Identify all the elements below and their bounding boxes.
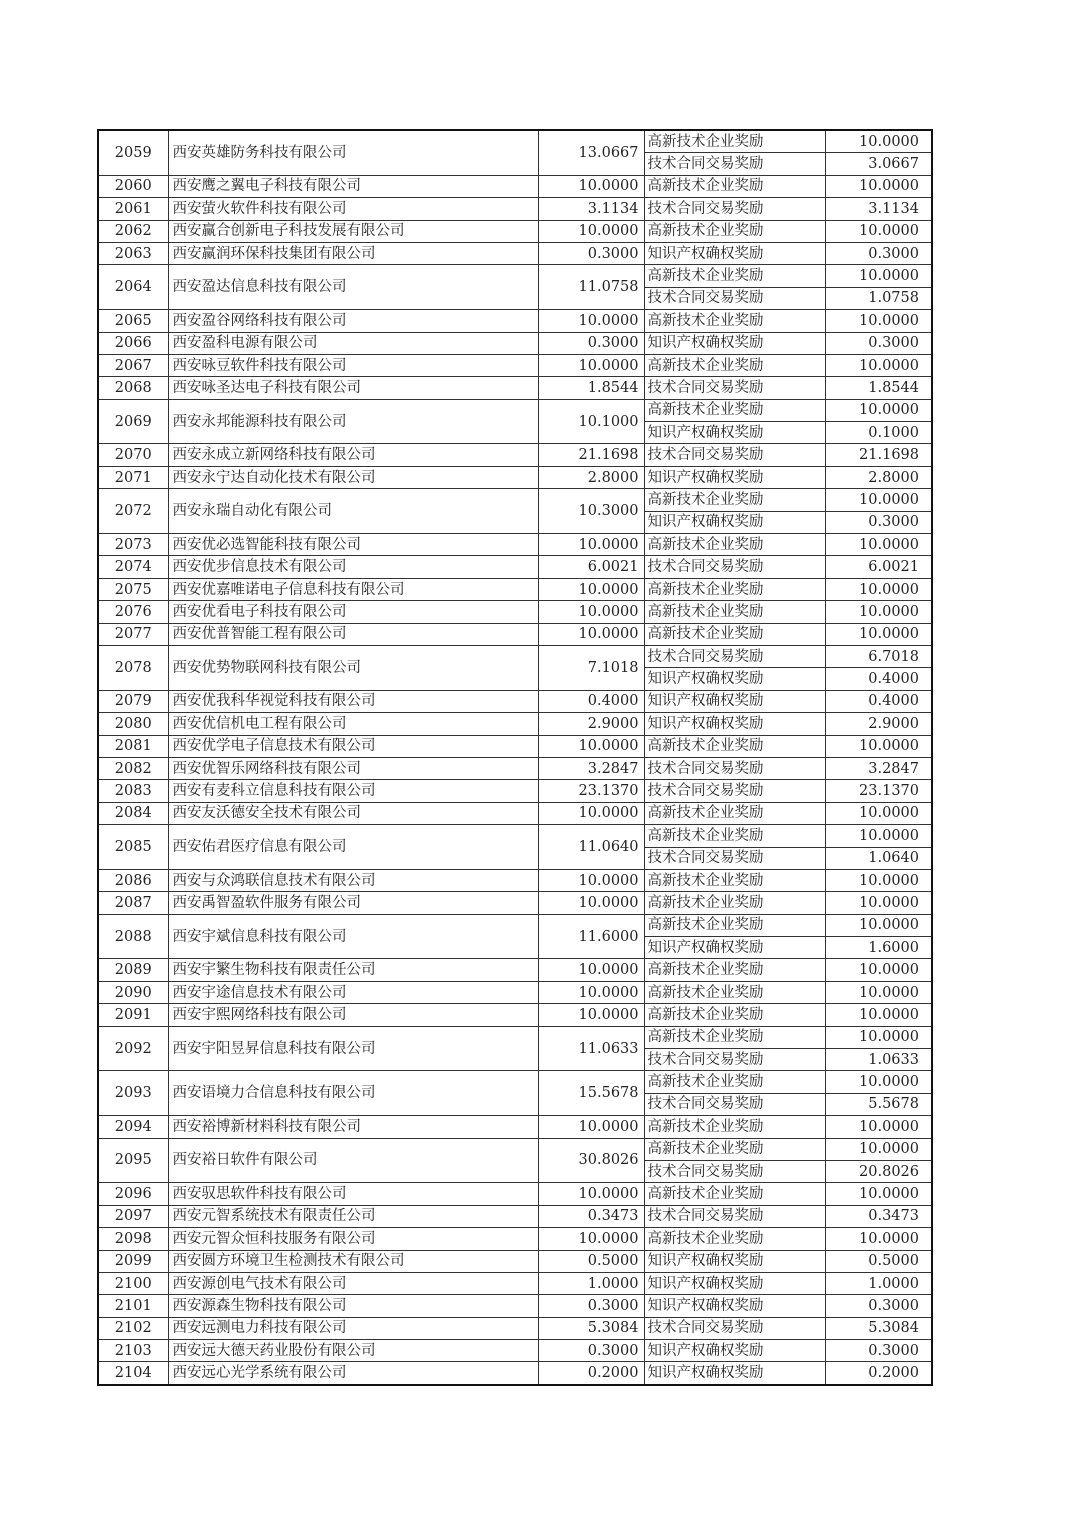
award-category: 高新技术企业奖励 <box>644 578 825 600</box>
table-row <box>98 802 932 824</box>
total-amount: 15.5678 <box>538 1071 644 1116</box>
award-category: 知识产权确权奖励 <box>644 1250 825 1272</box>
table-row <box>98 354 932 376</box>
total-amount: 3.2847 <box>538 757 644 779</box>
award-amount: 10.0000 <box>825 1026 932 1048</box>
company-name: 西安有麦科立信息科技有限公司 <box>168 780 538 802</box>
row-number: 2067 <box>98 354 168 376</box>
award-category: 高新技术企业奖励 <box>644 220 825 242</box>
company-name: 西安元智系统技术有限责任公司 <box>168 1205 538 1227</box>
award-amount: 0.3000 <box>825 1340 932 1362</box>
award-amount: 10.0000 <box>825 310 932 332</box>
award-category: 技术合同交易奖励 <box>644 1160 825 1182</box>
award-category: 高新技术企业奖励 <box>644 399 825 421</box>
total-amount: 10.0000 <box>538 578 644 600</box>
total-amount: 10.0000 <box>538 220 644 242</box>
award-category: 高新技术企业奖励 <box>644 802 825 824</box>
total-amount: 21.1698 <box>538 444 644 466</box>
table-row <box>98 265 932 287</box>
table-row <box>98 1116 932 1138</box>
award-category: 技术合同交易奖励 <box>644 645 825 667</box>
table-row <box>98 780 932 802</box>
award-category: 技术合同交易奖励 <box>644 1093 825 1115</box>
total-amount: 10.0000 <box>538 802 644 824</box>
company-name: 西安永宁达自动化技术有限公司 <box>168 466 538 488</box>
award-amount: 10.0000 <box>825 802 932 824</box>
table-row <box>98 1026 932 1048</box>
award-category: 高新技术企业奖励 <box>644 354 825 376</box>
award-amount: 10.0000 <box>825 1116 932 1138</box>
row-number: 2066 <box>98 332 168 354</box>
award-category: 高新技术企业奖励 <box>644 825 825 847</box>
award-amount: 1.0633 <box>825 1049 932 1071</box>
company-name: 西安咏圣达电子科技有限公司 <box>168 377 538 399</box>
award-amount: 1.6000 <box>825 937 932 959</box>
company-name: 西安优普智能工程有限公司 <box>168 623 538 645</box>
table-row <box>98 1071 932 1093</box>
award-category: 知识产权确权奖励 <box>644 1272 825 1294</box>
total-amount: 0.4000 <box>538 690 644 712</box>
row-number: 2060 <box>98 175 168 197</box>
award-category: 高新技术企业奖励 <box>644 310 825 332</box>
total-amount: 11.0640 <box>538 825 644 870</box>
total-amount: 0.5000 <box>538 1250 644 1272</box>
table-row <box>98 1138 932 1160</box>
award-amount: 0.3473 <box>825 1205 932 1227</box>
total-amount: 10.0000 <box>538 1228 644 1250</box>
table-row <box>98 399 932 421</box>
total-amount: 10.3000 <box>538 489 644 534</box>
company-name: 西安优势物联网科技有限公司 <box>168 645 538 690</box>
award-amount: 1.0758 <box>825 287 932 309</box>
award-table-body <box>98 130 932 1385</box>
table-row <box>98 1317 932 1339</box>
award-category: 高新技术企业奖励 <box>644 130 825 153</box>
award-amount: 10.0000 <box>825 1071 932 1093</box>
award-category: 高新技术企业奖励 <box>644 735 825 757</box>
total-amount: 0.3000 <box>538 1340 644 1362</box>
award-amount: 10.0000 <box>825 1138 932 1160</box>
total-amount: 10.0000 <box>538 534 644 556</box>
award-category: 高新技术企业奖励 <box>644 534 825 556</box>
total-amount: 0.2000 <box>538 1362 644 1385</box>
table-row <box>98 1205 932 1227</box>
award-category: 高新技术企业奖励 <box>644 914 825 936</box>
award-table <box>97 129 933 1386</box>
award-amount: 10.0000 <box>825 265 932 287</box>
row-number: 2091 <box>98 1004 168 1026</box>
award-category: 知识产权确权奖励 <box>644 1295 825 1317</box>
table-row <box>98 242 932 264</box>
total-amount: 13.0667 <box>538 130 644 175</box>
company-name: 西安禹智盈软件服务有限公司 <box>168 892 538 914</box>
total-amount: 23.1370 <box>538 780 644 802</box>
row-number: 2076 <box>98 601 168 623</box>
table-row <box>98 645 932 667</box>
company-name: 西安源森生物科技有限公司 <box>168 1295 538 1317</box>
table-row <box>98 1004 932 1026</box>
award-category: 高新技术企业奖励 <box>644 601 825 623</box>
table-row <box>98 1362 932 1385</box>
row-number: 2098 <box>98 1228 168 1250</box>
row-number: 2103 <box>98 1340 168 1362</box>
award-category: 高新技术企业奖励 <box>644 489 825 511</box>
row-number: 2101 <box>98 1295 168 1317</box>
total-amount: 10.0000 <box>538 175 644 197</box>
table-row <box>98 332 932 354</box>
award-amount: 10.0000 <box>825 735 932 757</box>
row-number: 2092 <box>98 1026 168 1071</box>
total-amount: 0.3000 <box>538 242 644 264</box>
award-category: 高新技术企业奖励 <box>644 892 825 914</box>
award-amount: 10.0000 <box>825 130 932 153</box>
row-number: 2078 <box>98 645 168 690</box>
table-row <box>98 825 932 847</box>
row-number: 2069 <box>98 399 168 444</box>
company-name: 西安盈谷网络科技有限公司 <box>168 310 538 332</box>
total-amount: 10.0000 <box>538 623 644 645</box>
total-amount: 11.6000 <box>538 914 644 959</box>
award-amount: 10.0000 <box>825 981 932 1003</box>
table-row <box>98 220 932 242</box>
award-category: 高新技术企业奖励 <box>644 1026 825 1048</box>
award-amount: 3.2847 <box>825 757 932 779</box>
row-number: 2064 <box>98 265 168 310</box>
table-row <box>98 578 932 600</box>
award-amount: 10.0000 <box>825 354 932 376</box>
award-amount: 10.0000 <box>825 1004 932 1026</box>
table-row <box>98 444 932 466</box>
total-amount: 2.9000 <box>538 713 644 735</box>
award-amount: 0.3000 <box>825 1295 932 1317</box>
award-amount: 2.9000 <box>825 713 932 735</box>
award-category: 高新技术企业奖励 <box>644 959 825 981</box>
award-amount: 10.0000 <box>825 892 932 914</box>
total-amount: 0.3000 <box>538 1295 644 1317</box>
total-amount: 10.0000 <box>538 1004 644 1026</box>
award-category: 高新技术企业奖励 <box>644 1228 825 1250</box>
total-amount: 7.1018 <box>538 645 644 690</box>
row-number: 2090 <box>98 981 168 1003</box>
table-row <box>98 892 932 914</box>
row-number: 2097 <box>98 1205 168 1227</box>
company-name: 西安赢合创新电子科技发展有限公司 <box>168 220 538 242</box>
company-name: 西安优信机电工程有限公司 <box>168 713 538 735</box>
award-category: 知识产权确权奖励 <box>644 511 825 533</box>
table-row <box>98 869 932 891</box>
award-category: 知识产权确权奖励 <box>644 332 825 354</box>
company-name: 西安友沃德安全技术有限公司 <box>168 802 538 824</box>
award-category: 知识产权确权奖励 <box>644 1362 825 1385</box>
table-row <box>98 130 932 153</box>
company-name: 西安远大德天药业股份有限公司 <box>168 1340 538 1362</box>
row-number: 2072 <box>98 489 168 534</box>
row-number: 2061 <box>98 198 168 220</box>
company-name: 西安永成立新网络科技有限公司 <box>168 444 538 466</box>
award-amount: 10.0000 <box>825 220 932 242</box>
company-name: 西安优嘉唯诺电子信息科技有限公司 <box>168 578 538 600</box>
award-amount: 0.4000 <box>825 690 932 712</box>
row-number: 2095 <box>98 1138 168 1183</box>
award-category: 技术合同交易奖励 <box>644 556 825 578</box>
table-row <box>98 959 932 981</box>
table-row <box>98 1295 932 1317</box>
company-name: 西安永邦能源科技有限公司 <box>168 399 538 444</box>
award-category: 知识产权确权奖励 <box>644 713 825 735</box>
total-amount: 1.0000 <box>538 1272 644 1294</box>
award-amount: 0.5000 <box>825 1250 932 1272</box>
row-number: 2081 <box>98 735 168 757</box>
award-amount: 1.0640 <box>825 847 932 869</box>
award-category: 知识产权确权奖励 <box>644 466 825 488</box>
award-amount: 10.0000 <box>825 914 932 936</box>
company-name: 西安优步信息技术有限公司 <box>168 556 538 578</box>
table-row <box>98 623 932 645</box>
award-category: 技术合同交易奖励 <box>644 780 825 802</box>
award-amount: 5.5678 <box>825 1093 932 1115</box>
award-amount: 10.0000 <box>825 578 932 600</box>
award-amount: 10.0000 <box>825 534 932 556</box>
row-number: 2071 <box>98 466 168 488</box>
award-amount: 10.0000 <box>825 959 932 981</box>
award-amount: 1.0000 <box>825 1272 932 1294</box>
award-amount: 20.8026 <box>825 1160 932 1182</box>
company-name: 西安元智众恒科技服务有限公司 <box>168 1228 538 1250</box>
table-row <box>98 198 932 220</box>
award-category: 技术合同交易奖励 <box>644 1317 825 1339</box>
award-amount: 10.0000 <box>825 175 932 197</box>
company-name: 西安裕博新材料科技有限公司 <box>168 1116 538 1138</box>
award-category: 知识产权确权奖励 <box>644 242 825 264</box>
row-number: 2070 <box>98 444 168 466</box>
row-number: 2074 <box>98 556 168 578</box>
table-row <box>98 310 932 332</box>
table-row <box>98 690 932 712</box>
table-row <box>98 175 932 197</box>
award-category: 技术合同交易奖励 <box>644 377 825 399</box>
row-number: 2102 <box>98 1317 168 1339</box>
award-category: 高新技术企业奖励 <box>644 1116 825 1138</box>
row-number: 2059 <box>98 130 168 175</box>
award-amount: 3.0667 <box>825 153 932 175</box>
table-row <box>98 1340 932 1362</box>
company-name: 西安萤火软件科技有限公司 <box>168 198 538 220</box>
row-number: 2099 <box>98 1250 168 1272</box>
total-amount: 10.0000 <box>538 601 644 623</box>
company-name: 西安英雄防务科技有限公司 <box>168 130 538 175</box>
row-number: 2104 <box>98 1362 168 1385</box>
row-number: 2087 <box>98 892 168 914</box>
company-name: 西安赢润环保科技集团有限公司 <box>168 242 538 264</box>
company-name: 西安优看电子科技有限公司 <box>168 601 538 623</box>
award-category: 高新技术企业奖励 <box>644 175 825 197</box>
row-number: 2100 <box>98 1272 168 1294</box>
award-category: 技术合同交易奖励 <box>644 198 825 220</box>
award-amount: 0.1000 <box>825 422 932 444</box>
table-row <box>98 1228 932 1250</box>
award-category: 知识产权确权奖励 <box>644 690 825 712</box>
award-amount: 0.3000 <box>825 332 932 354</box>
row-number: 2073 <box>98 534 168 556</box>
award-amount: 10.0000 <box>825 869 932 891</box>
row-number: 2062 <box>98 220 168 242</box>
total-amount: 5.3084 <box>538 1317 644 1339</box>
award-amount: 21.1698 <box>825 444 932 466</box>
table-row <box>98 466 932 488</box>
row-number: 2077 <box>98 623 168 645</box>
total-amount: 1.8544 <box>538 377 644 399</box>
award-amount: 0.2000 <box>825 1362 932 1385</box>
award-category: 高新技术企业奖励 <box>644 265 825 287</box>
total-amount: 10.0000 <box>538 892 644 914</box>
table-row <box>98 556 932 578</box>
company-name: 西安鹰之翼电子科技有限公司 <box>168 175 538 197</box>
company-name: 西安盈科电源有限公司 <box>168 332 538 354</box>
company-name: 西安盈达信息科技有限公司 <box>168 265 538 310</box>
award-amount: 1.8544 <box>825 377 932 399</box>
award-category: 技术合同交易奖励 <box>644 1049 825 1071</box>
table-row <box>98 735 932 757</box>
row-number: 2085 <box>98 825 168 870</box>
award-amount: 2.8000 <box>825 466 932 488</box>
company-name: 西安优我科华视觉科技有限公司 <box>168 690 538 712</box>
table-row <box>98 713 932 735</box>
award-amount: 10.0000 <box>825 399 932 421</box>
total-amount: 2.8000 <box>538 466 644 488</box>
award-category: 知识产权确权奖励 <box>644 668 825 690</box>
total-amount: 10.0000 <box>538 1183 644 1205</box>
company-name: 西安永瑞自动化有限公司 <box>168 489 538 534</box>
total-amount: 10.0000 <box>538 354 644 376</box>
award-amount: 6.7018 <box>825 645 932 667</box>
total-amount: 10.1000 <box>538 399 644 444</box>
row-number: 2063 <box>98 242 168 264</box>
table-row <box>98 1272 932 1294</box>
company-name: 西安驭思软件科技有限公司 <box>168 1183 538 1205</box>
award-category: 高新技术企业奖励 <box>644 981 825 1003</box>
row-number: 2084 <box>98 802 168 824</box>
row-number: 2096 <box>98 1183 168 1205</box>
company-name: 西安咏豆软件科技有限公司 <box>168 354 538 376</box>
award-amount: 10.0000 <box>825 1228 932 1250</box>
row-number: 2089 <box>98 959 168 981</box>
award-amount: 10.0000 <box>825 601 932 623</box>
row-number: 2075 <box>98 578 168 600</box>
company-name: 西安优智乐网络科技有限公司 <box>168 757 538 779</box>
table-row <box>98 981 932 1003</box>
award-amount: 23.1370 <box>825 780 932 802</box>
company-name: 西安远测电力科技有限公司 <box>168 1317 538 1339</box>
company-name: 西安佑君医疗信息有限公司 <box>168 825 538 870</box>
total-amount: 10.0000 <box>538 735 644 757</box>
award-amount: 5.3084 <box>825 1317 932 1339</box>
total-amount: 11.0758 <box>538 265 644 310</box>
row-number: 2086 <box>98 869 168 891</box>
award-amount: 0.4000 <box>825 668 932 690</box>
table-row <box>98 1183 932 1205</box>
company-name: 西安优必选智能科技有限公司 <box>168 534 538 556</box>
award-category: 技术合同交易奖励 <box>644 287 825 309</box>
company-name: 西安源创电气技术有限公司 <box>168 1272 538 1294</box>
company-name: 西安语境力合信息科技有限公司 <box>168 1071 538 1116</box>
total-amount: 10.0000 <box>538 1116 644 1138</box>
award-category: 高新技术企业奖励 <box>644 623 825 645</box>
table-row <box>98 757 932 779</box>
award-amount: 6.0021 <box>825 556 932 578</box>
row-number: 2079 <box>98 690 168 712</box>
award-category: 知识产权确权奖励 <box>644 422 825 444</box>
row-number: 2068 <box>98 377 168 399</box>
company-name: 西安宇繁生物科技有限责任公司 <box>168 959 538 981</box>
award-category: 高新技术企业奖励 <box>644 1183 825 1205</box>
row-number: 2082 <box>98 757 168 779</box>
table-row <box>98 914 932 936</box>
total-amount: 6.0021 <box>538 556 644 578</box>
company-name: 西安宇阳昱昇信息科技有限公司 <box>168 1026 538 1071</box>
total-amount: 11.0633 <box>538 1026 644 1071</box>
company-name: 西安远心光学系统有限公司 <box>168 1362 538 1385</box>
total-amount: 10.0000 <box>538 310 644 332</box>
row-number: 2094 <box>98 1116 168 1138</box>
table-row <box>98 1250 932 1272</box>
company-name: 西安优学电子信息技术有限公司 <box>168 735 538 757</box>
table-row <box>98 534 932 556</box>
total-amount: 0.3000 <box>538 332 644 354</box>
award-category: 知识产权确权奖励 <box>644 937 825 959</box>
award-category: 高新技术企业奖励 <box>644 1071 825 1093</box>
company-name: 西安宇斌信息科技有限公司 <box>168 914 538 959</box>
award-category: 高新技术企业奖励 <box>644 869 825 891</box>
company-name: 西安与众鸿联信息技术有限公司 <box>168 869 538 891</box>
award-category: 高新技术企业奖励 <box>644 1138 825 1160</box>
company-name: 西安宇熙网络科技有限公司 <box>168 1004 538 1026</box>
table-row <box>98 489 932 511</box>
company-name: 西安圆方环境卫生检测技术有限公司 <box>168 1250 538 1272</box>
table-row <box>98 377 932 399</box>
row-number: 2093 <box>98 1071 168 1116</box>
award-amount: 10.0000 <box>825 623 932 645</box>
table-row <box>98 601 932 623</box>
award-category: 知识产权确权奖励 <box>644 1340 825 1362</box>
total-amount: 10.0000 <box>538 869 644 891</box>
award-category: 技术合同交易奖励 <box>644 757 825 779</box>
award-category: 技术合同交易奖励 <box>644 1205 825 1227</box>
award-category: 高新技术企业奖励 <box>644 1004 825 1026</box>
award-amount: 0.3000 <box>825 242 932 264</box>
total-amount: 0.3473 <box>538 1205 644 1227</box>
award-amount: 10.0000 <box>825 825 932 847</box>
row-number: 2088 <box>98 914 168 959</box>
company-name: 西安裕日软件有限公司 <box>168 1138 538 1183</box>
award-category: 技术合同交易奖励 <box>644 153 825 175</box>
award-category: 技术合同交易奖励 <box>644 444 825 466</box>
row-number: 2080 <box>98 713 168 735</box>
award-amount: 3.1134 <box>825 198 932 220</box>
row-number: 2083 <box>98 780 168 802</box>
company-name: 西安宇途信息技术有限公司 <box>168 981 538 1003</box>
total-amount: 10.0000 <box>538 959 644 981</box>
award-amount: 0.3000 <box>825 511 932 533</box>
award-amount: 10.0000 <box>825 1183 932 1205</box>
total-amount: 3.1134 <box>538 198 644 220</box>
total-amount: 10.0000 <box>538 981 644 1003</box>
award-amount: 10.0000 <box>825 489 932 511</box>
total-amount: 30.8026 <box>538 1138 644 1183</box>
row-number: 2065 <box>98 310 168 332</box>
award-category: 技术合同交易奖励 <box>644 847 825 869</box>
